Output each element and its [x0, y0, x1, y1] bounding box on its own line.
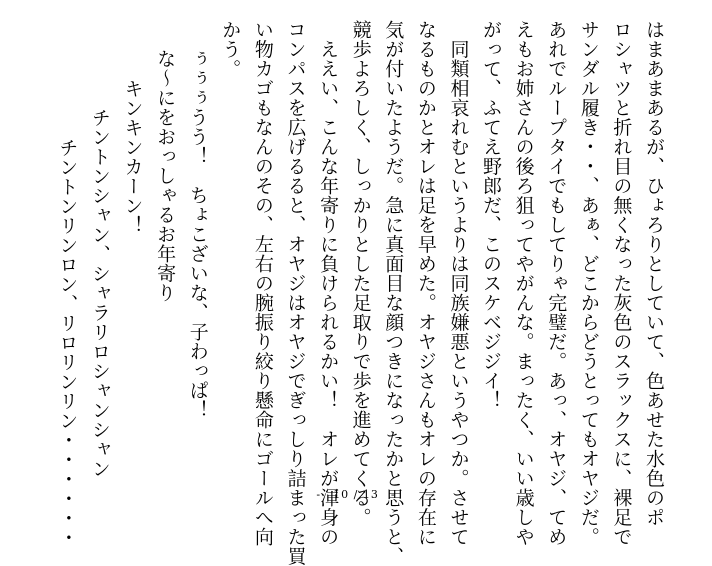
text-line: えもお姉さんの後ろ狙ってやがんな。まったく、いい歳しや	[512, 20, 535, 547]
text-line: ロシャツと折れ目の無くなった灰色のスラックスに、裸足で	[610, 20, 633, 547]
text-line: かう。	[219, 20, 242, 79]
text-line: はまあまあるが、ひょろりとしていて、色あせた水色のポ	[643, 20, 665, 527]
text-line: チントンシャン、シャラリロシャンシャン	[88, 108, 111, 479]
text-line: い物カゴもなんのその、左右の腕振り絞り懸命にゴールへ向	[251, 20, 274, 547]
text-line: なるものかとオレは足を早めた。オヤジさんもオレの存在に	[414, 20, 437, 547]
text-line: あれでループタイでもしてりゃ完璧だ。あっ、オヤジ、てめ	[545, 20, 568, 547]
text-line: 同類相哀れむというよりは同族嫌悪というやつか。させて	[447, 20, 470, 547]
text-line: がって、ふてえ野郎だ、このスケベジジイ！	[480, 20, 503, 410]
text-line: ぅぅぅうう！ ちょこざいな、子わっぱ！	[186, 49, 209, 420]
text-line: 競歩よろしく、しっかりとした足取りで歩を進めてくる。	[349, 20, 372, 527]
text-line: ええい、こんな年寄りに負けられるかい！ オレが渾身の	[317, 20, 340, 547]
text-line: サンダル履き・・、あぁ、どこからどうとってもオヤジだ。	[577, 20, 600, 547]
text-line: な～にをおっしゃるお年寄り	[154, 49, 177, 303]
text-line: コンパスを広げるると、オヤジはオヤジでぎっしり詰まった買	[284, 20, 307, 566]
page-number: - 10 / 13 -	[316, 488, 396, 501]
text-line: キンキンカーン！	[121, 78, 144, 235]
text-line: チントンリンロン、リロリンリン・・・・・・	[56, 137, 79, 548]
text-line: 気が付いたようだ。急に真面目な顔つきになったかと思うと、	[382, 20, 405, 566]
